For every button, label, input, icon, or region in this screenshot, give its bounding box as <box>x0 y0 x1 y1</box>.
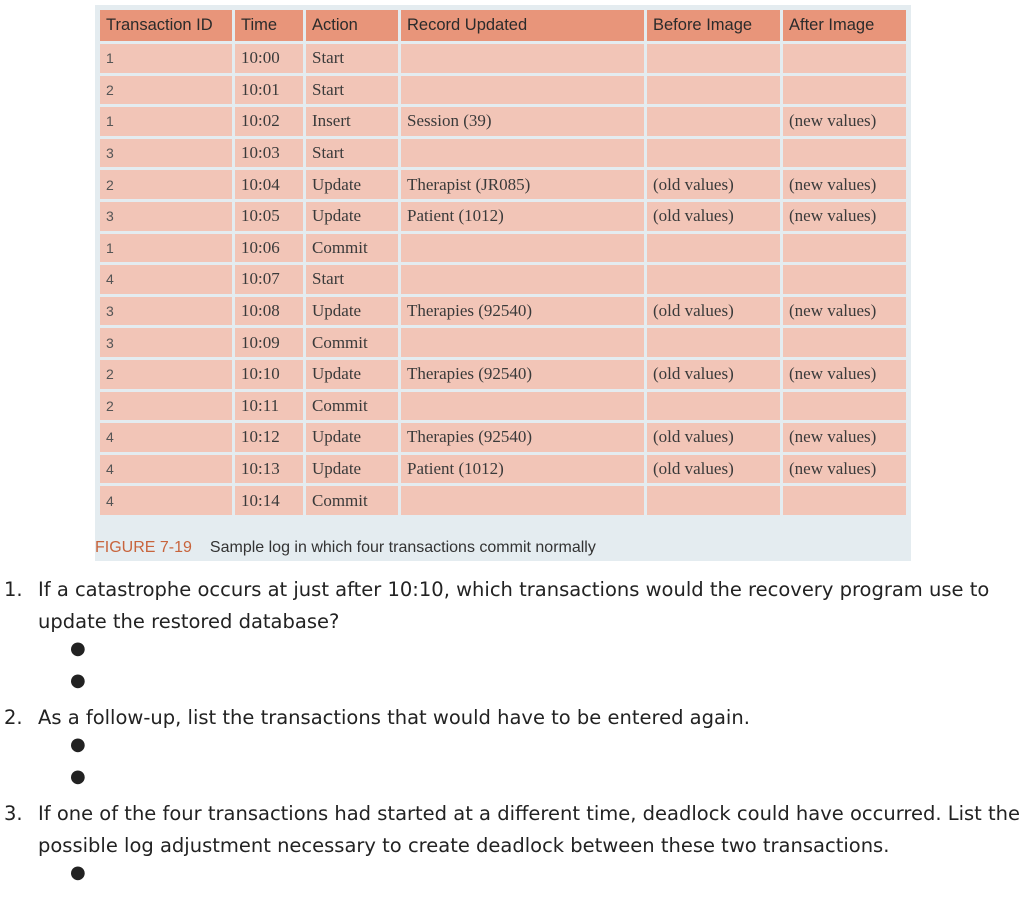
figure-7-19 <box>95 5 911 561</box>
table-row <box>100 360 906 389</box>
table-cell: 10:03 <box>235 139 303 168</box>
table-cell: 3 <box>100 297 232 326</box>
figure-caption-text: Sample log in which four transactions commit normally <box>209 539 596 556</box>
table-cell: 4 <box>100 455 232 484</box>
table-cell <box>401 234 644 263</box>
table-cell: 4 <box>100 423 232 452</box>
table-cell: 1 <box>100 234 232 263</box>
table-cell <box>783 76 906 105</box>
table-cell: Session (39) <box>401 107 644 136</box>
table-cell: Commit <box>306 392 398 421</box>
table-row <box>100 328 906 357</box>
table-cell <box>401 44 644 73</box>
table-cell: Start <box>306 265 398 294</box>
table-cell <box>783 265 906 294</box>
table-cell <box>647 107 780 136</box>
question-text: possible log adjustment necessary to create deadlock between these two transactions. <box>38 834 890 857</box>
question-number: 1. <box>4 578 23 601</box>
transaction-log-table <box>97 7 909 518</box>
table-cell: Update <box>306 423 398 452</box>
table-cell: 10:05 <box>235 202 303 231</box>
table-cell <box>401 76 644 105</box>
table-cell: Update <box>306 170 398 199</box>
bullet-icon: ● <box>70 734 86 755</box>
table-cell: Update <box>306 202 398 231</box>
table-cell <box>783 139 906 168</box>
table-cell: Commit <box>306 234 398 263</box>
table-row <box>100 139 906 168</box>
table-row <box>100 486 906 515</box>
table-cell: Patient (1012) <box>401 202 644 231</box>
table-cell <box>783 234 906 263</box>
table-cell <box>647 392 780 421</box>
question-text: If one of the four transactions had started at a different time, deadlock could have occurred. List the <box>38 802 1021 825</box>
question-text: If a catastrophe occurs at just after 10:10, which transactions would the recovery program use to <box>38 578 990 601</box>
table-cell: 2 <box>100 360 232 389</box>
table-cell: 1 <box>100 44 232 73</box>
table-cell: (old values) <box>647 202 780 231</box>
question-number: 2. <box>4 706 23 729</box>
bullet-icon: ● <box>70 638 86 659</box>
table-cell: 3 <box>100 328 232 357</box>
table-cell: 2 <box>100 170 232 199</box>
table-cell: (new values) <box>783 297 906 326</box>
answer-bullet <box>0 766 1024 798</box>
table-cell <box>647 44 780 73</box>
table-cell: Start <box>306 139 398 168</box>
table-cell: 1 <box>100 107 232 136</box>
table-cell: Start <box>306 76 398 105</box>
table-row <box>100 392 906 421</box>
table-cell: (new values) <box>783 202 906 231</box>
table-row <box>100 265 906 294</box>
table-cell: 4 <box>100 265 232 294</box>
table-cell <box>401 328 644 357</box>
table-cell <box>783 486 906 515</box>
table-cell: (new values) <box>783 423 906 452</box>
table-cell <box>783 328 906 357</box>
table-cell: Patient (1012) <box>401 455 644 484</box>
table-cell: (new values) <box>783 360 906 389</box>
table-cell: Commit <box>306 328 398 357</box>
table-cell <box>401 265 644 294</box>
table-cell: (new values) <box>783 107 906 136</box>
table-cell: Therapies (92540) <box>401 297 644 326</box>
table-cell <box>647 76 780 105</box>
column-header: After Image <box>783 10 906 41</box>
table-cell: 10:09 <box>235 328 303 357</box>
question <box>0 702 1024 734</box>
table-cell <box>647 328 780 357</box>
column-header: Time <box>235 10 303 41</box>
table-cell: (new values) <box>783 455 906 484</box>
table-cell: Update <box>306 455 398 484</box>
table-cell: (old values) <box>647 360 780 389</box>
table-cell: 10:11 <box>235 392 303 421</box>
table-cell: 3 <box>100 139 232 168</box>
table-cell: 10:08 <box>235 297 303 326</box>
table-cell: Update <box>306 297 398 326</box>
table-row <box>100 234 906 263</box>
question-text: As a follow-up, list the transactions that would have to be entered again. <box>38 706 750 729</box>
question <box>0 574 1024 638</box>
column-header: Record Updated <box>401 10 644 41</box>
table-cell: (old values) <box>647 170 780 199</box>
table-cell: 4 <box>100 486 232 515</box>
table-row <box>100 107 906 136</box>
table-row <box>100 170 906 199</box>
table-row <box>100 44 906 73</box>
table-cell: 2 <box>100 392 232 421</box>
table-body <box>100 44 906 515</box>
table-cell: Therapist (JR085) <box>401 170 644 199</box>
table-cell <box>647 486 780 515</box>
answer-bullet <box>0 734 1024 766</box>
table-cell: Commit <box>306 486 398 515</box>
table-cell <box>647 265 780 294</box>
table-cell: (old values) <box>647 423 780 452</box>
table-row <box>100 76 906 105</box>
figure-label: FIGURE 7-19 <box>95 539 192 556</box>
table-cell: 10:00 <box>235 44 303 73</box>
table-cell <box>783 392 906 421</box>
bullet-icon: ● <box>70 670 86 691</box>
bullet-icon: ● <box>70 862 86 883</box>
table-row <box>100 423 906 452</box>
question <box>0 798 1024 862</box>
table-cell: 10:12 <box>235 423 303 452</box>
table-cell <box>401 392 644 421</box>
table-cell: (old values) <box>647 455 780 484</box>
table-cell: 10:02 <box>235 107 303 136</box>
table-cell: 2 <box>100 76 232 105</box>
column-header: Transaction ID <box>100 10 232 41</box>
table-cell <box>647 139 780 168</box>
answer-bullet <box>0 638 1024 670</box>
table-cell <box>401 139 644 168</box>
table-cell: 10:14 <box>235 486 303 515</box>
table-cell: 10:13 <box>235 455 303 484</box>
table-cell <box>647 234 780 263</box>
answer-bullet <box>0 862 1024 894</box>
table-cell: (new values) <box>783 170 906 199</box>
table-cell: 3 <box>100 202 232 231</box>
column-header: Before Image <box>647 10 780 41</box>
table-row <box>100 202 906 231</box>
answer-bullet <box>0 670 1024 702</box>
table-row <box>100 455 906 484</box>
question-number: 3. <box>4 802 23 825</box>
question-list <box>0 574 1024 894</box>
figure-caption <box>95 539 596 557</box>
table-cell: Therapies (92540) <box>401 423 644 452</box>
table-header-row <box>100 10 906 41</box>
table-cell: (old values) <box>647 297 780 326</box>
table-cell: Therapies (92540) <box>401 360 644 389</box>
table-cell: Start <box>306 44 398 73</box>
column-header: Action <box>306 10 398 41</box>
question-text: update the restored database? <box>38 610 340 633</box>
table-cell: 10:10 <box>235 360 303 389</box>
table-cell <box>783 44 906 73</box>
table-cell: 10:04 <box>235 170 303 199</box>
table-cell <box>401 486 644 515</box>
table-cell: Insert <box>306 107 398 136</box>
table-cell: Update <box>306 360 398 389</box>
table-cell: 10:01 <box>235 76 303 105</box>
table-row <box>100 297 906 326</box>
table-cell: 10:07 <box>235 265 303 294</box>
table-cell: 10:06 <box>235 234 303 263</box>
bullet-icon: ● <box>70 766 86 787</box>
